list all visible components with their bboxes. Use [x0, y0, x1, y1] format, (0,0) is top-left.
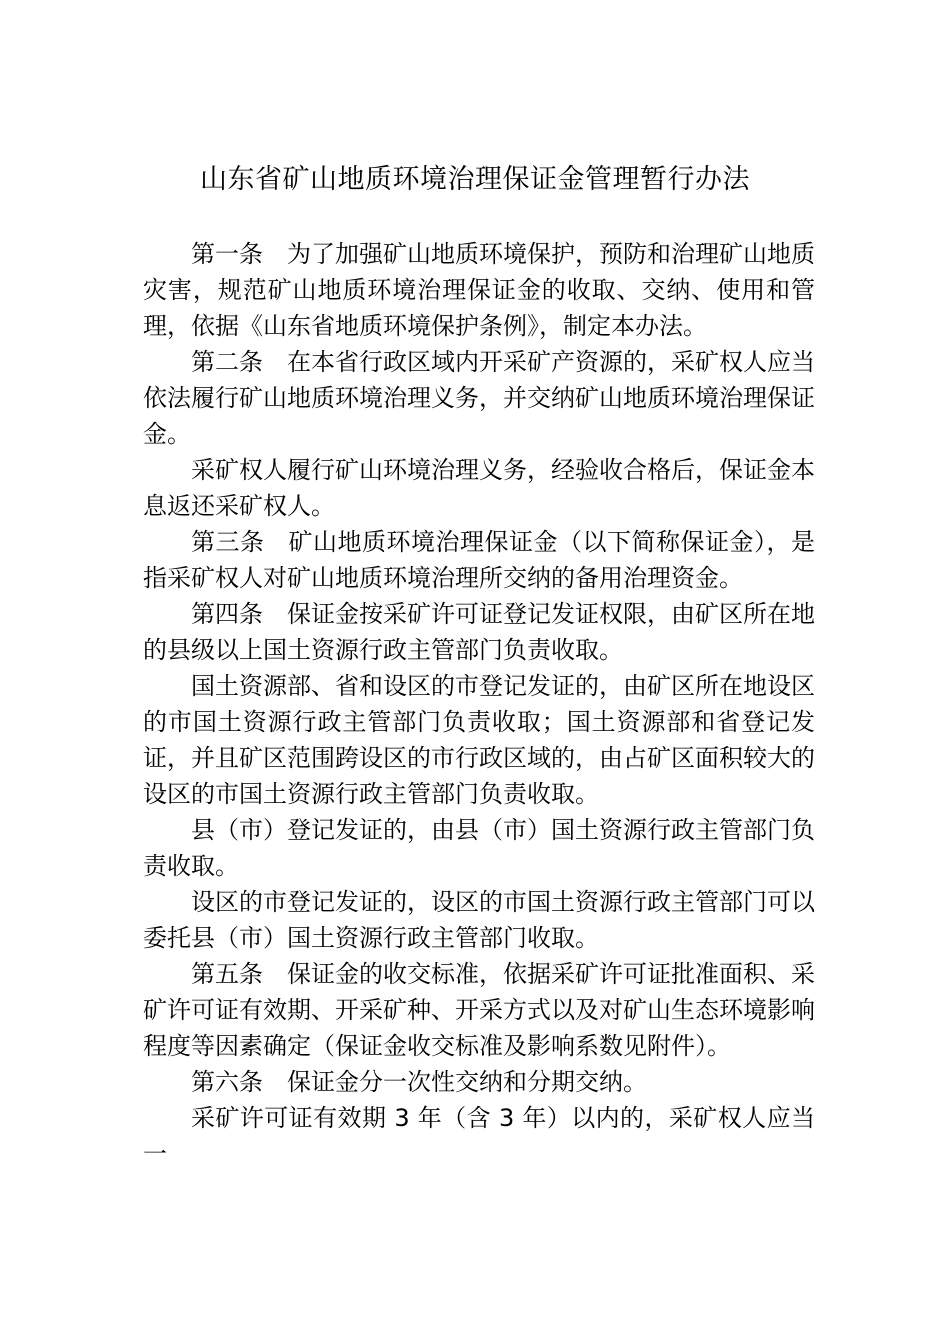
- paragraph-article-6: [143, 1064, 815, 1100]
- article-number: 第六条: [191, 1068, 263, 1096]
- paragraph-article-4-sub-2: [143, 812, 815, 884]
- paragraph-text: 保证金的收交标准，依据采矿许可证批准面积、采矿许可证有效期、开采矿种、开采方式以及对矿山生态环境影响程度等因素确定（保证金收交标准及影响系数见附件）。: [143, 960, 815, 1060]
- paragraph-text: 县（市）登记发证的，由县（市）国土资源行政主管部门负责收取。: [143, 816, 815, 880]
- paragraph-text: 矿山地质环境治理保证金（以下简称保证金），是指采矿权人对矿山地质环境治理所交纳的备用治理资金。: [143, 528, 815, 592]
- article-number: 第二条: [191, 348, 263, 376]
- paragraph-article-4: [143, 596, 815, 668]
- paragraph-article-6-sub: [143, 1100, 815, 1172]
- paragraph-article-4-sub-1: [143, 668, 815, 812]
- paragraph-article-4-sub-3: [143, 884, 815, 956]
- paragraph-text: 设区的市登记发证的，设区的市国土资源行政主管部门可以委托县（市）国土资源行政主管部门收取。: [143, 888, 815, 952]
- paragraph-text: 保证金分一次性交纳和分期交纳。: [287, 1068, 647, 1096]
- article-number: 第三条: [191, 528, 265, 556]
- paragraph-article-1: [143, 236, 815, 344]
- article-number: 第一条: [191, 240, 263, 268]
- paragraph-text: 采矿许可证有效期 3 年（含 3 年）以内的，采矿权人应当一: [143, 1104, 815, 1168]
- document-body: [143, 236, 815, 1172]
- article-number: 第四条: [191, 600, 263, 628]
- article-number: 第五条: [191, 960, 263, 988]
- paragraph-article-5: [143, 956, 815, 1064]
- paragraph-text: 保证金按采矿许可证登记发证权限，由矿区所在地的县级以上国土资源行政主管部门负责收取。: [143, 600, 815, 664]
- paragraph-article-2-sub: [143, 452, 815, 524]
- paragraph-article-2: [143, 344, 815, 452]
- paragraph-text: 国土资源部、省和设区的市登记发证的，由矿区所在地设区的市国土资源行政主管部门负责收取；国土资源部和省登记发证，并且矿区范围跨设区的市行政区域的，由占矿区面积较大的设区的市国土资源行政主管部门负责收取。: [143, 672, 815, 808]
- paragraph-article-3: [143, 524, 815, 596]
- paragraph-text: 在本省行政区域内开采矿产资源的，采矿权人应当依法履行矿山地质环境治理义务，并交纳矿山地质环境治理保证金。: [143, 348, 815, 448]
- document-title: 山东省矿山地质环境治理保证金管理暂行办法: [200, 164, 750, 195]
- paragraph-text: 采矿权人履行矿山环境治理义务，经验收合格后，保证金本息返还采矿权人。: [143, 456, 815, 520]
- paragraph-text: 为了加强矿山地质环境保护，预防和治理矿山地质灾害，规范矿山地质环境治理保证金的收取、交纳、使用和管理，依据《山东省地质环境保护条例》，制定本办法。: [143, 240, 815, 340]
